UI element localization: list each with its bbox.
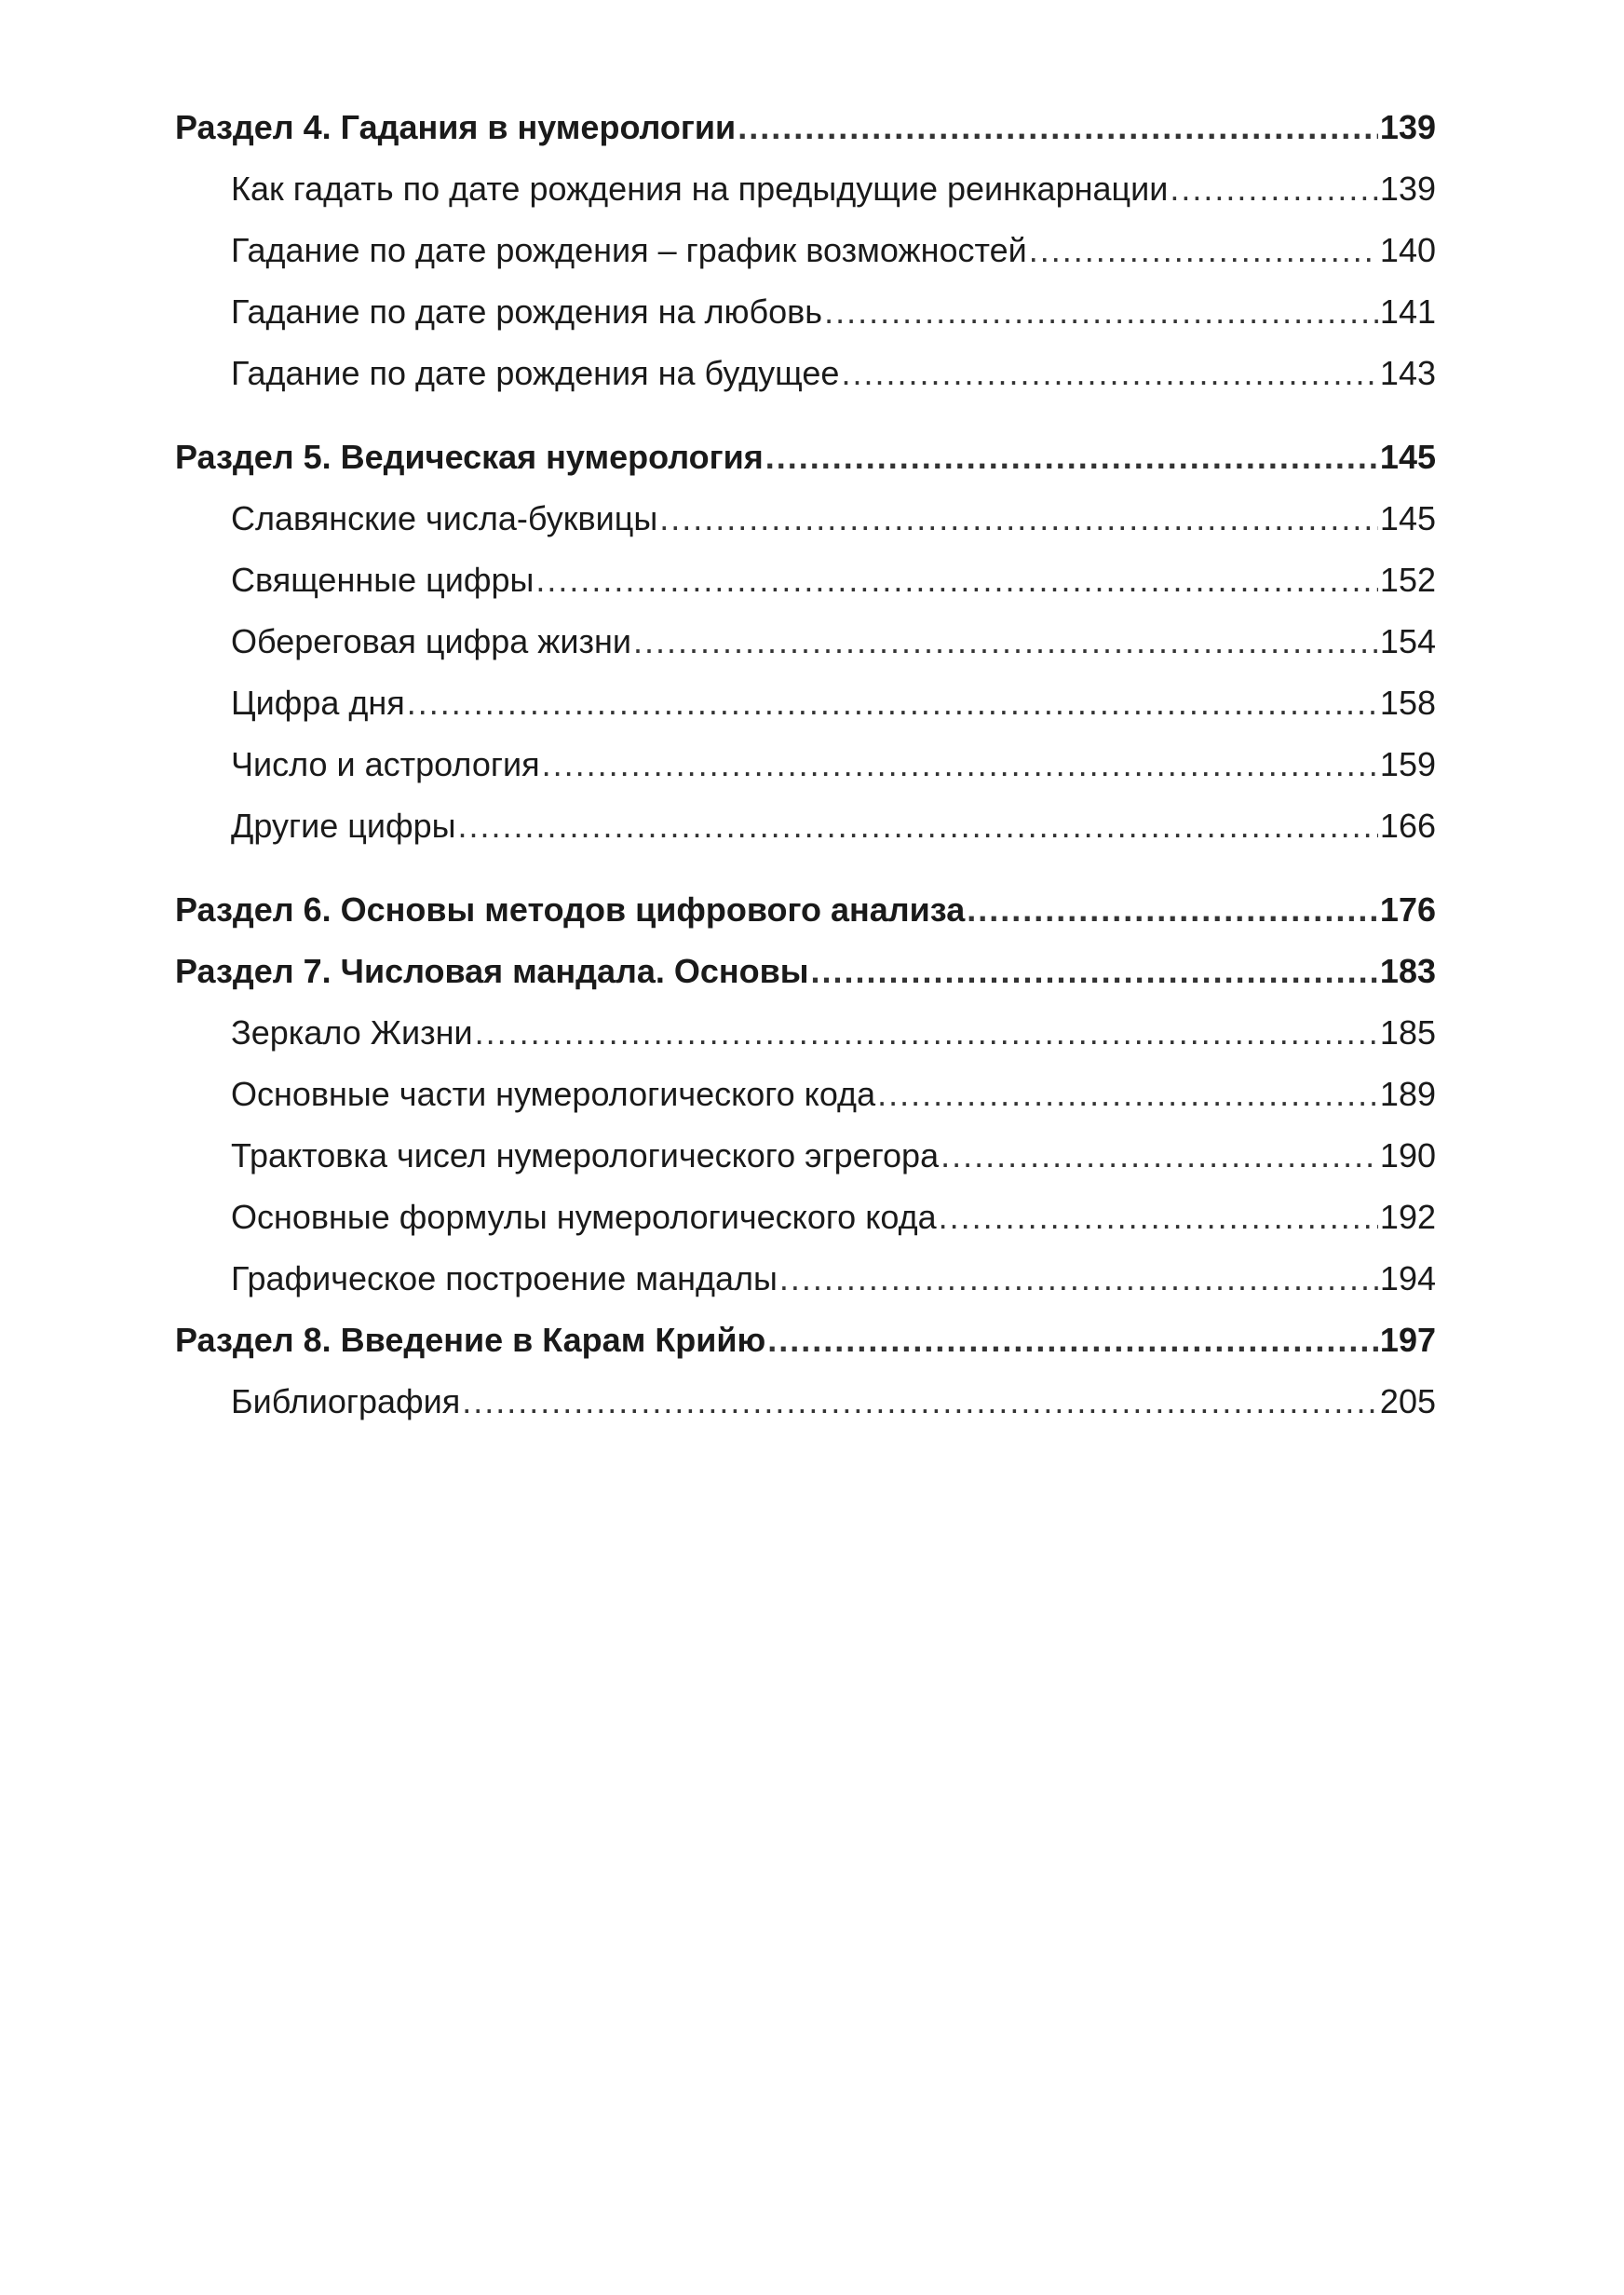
- toc-page-number: 143: [1379, 354, 1436, 392]
- toc-section-4: [175, 97, 1436, 158]
- toc-entry-title: Священные цифры: [231, 561, 535, 599]
- toc-entry-title: Библиография: [231, 1382, 461, 1420]
- toc-entry: [175, 672, 1436, 734]
- toc-section-title: Раздел 7. Числовая мандала. Основы: [175, 952, 809, 990]
- toc-section-title: Раздел 8. Введение в Карам Крийю: [175, 1321, 766, 1359]
- toc-page-number: 190: [1379, 1136, 1436, 1175]
- toc-page-number: 185: [1379, 1013, 1436, 1052]
- toc-entry-title: Основные формулы нумерологического кода: [231, 1198, 937, 1236]
- toc-leader-dots: [877, 1064, 1378, 1125]
- toc-entry: [175, 1125, 1436, 1187]
- toc-entry: [175, 1371, 1436, 1433]
- toc-leader-dots: [1170, 158, 1378, 220]
- section-spacer: [175, 857, 1436, 879]
- toc-section-5: [175, 427, 1436, 488]
- toc-leader-dots: [1029, 220, 1378, 281]
- toc-entry-title: Зеркало Жизни: [231, 1013, 473, 1052]
- toc-page-number: 158: [1379, 684, 1436, 722]
- toc-page-number: 176: [1379, 890, 1436, 929]
- toc-entry: [175, 220, 1436, 281]
- toc-entry-title: Цифра дня: [231, 684, 405, 722]
- toc-leader-dots: [824, 281, 1378, 343]
- toc-page-number: 152: [1379, 561, 1436, 599]
- toc-page-number: 154: [1379, 622, 1436, 660]
- toc-entry-title: Славянские числа-буквицы: [231, 499, 658, 537]
- toc-entry-title: Гадание по дате рождения на будущее: [231, 354, 840, 392]
- toc-page-number: 139: [1379, 170, 1436, 208]
- toc-entry-title: Число и астрология: [231, 745, 540, 783]
- toc-entry: [175, 611, 1436, 672]
- toc-page-number: 192: [1379, 1198, 1436, 1236]
- toc-page-number: 139: [1379, 108, 1436, 146]
- toc-page-number: 166: [1379, 807, 1436, 845]
- toc-page-number: 197: [1379, 1321, 1436, 1359]
- toc-entry: [175, 1187, 1436, 1248]
- toc-section-6: [175, 879, 1436, 941]
- toc-leader-dots: [475, 1002, 1378, 1064]
- toc-entry-title: Трактовка чисел нумерологического эгрегора: [231, 1136, 940, 1175]
- toc-leader-dots: [633, 611, 1378, 672]
- toc-page-number: 189: [1379, 1075, 1436, 1113]
- toc-leader-dots: [841, 343, 1377, 404]
- toc-leader-dots: [967, 879, 1378, 941]
- toc-entry: [175, 1064, 1436, 1125]
- toc-entry: [175, 158, 1436, 220]
- toc-leader-dots: [941, 1125, 1378, 1187]
- toc-leader-dots: [458, 795, 1378, 857]
- toc-section-8: [175, 1310, 1436, 1371]
- toc-entry-title: Графическое построение мандалы: [231, 1259, 778, 1297]
- toc-section-title: Раздел 4. Гадания в нумерологии: [175, 108, 737, 146]
- toc-entry-title: Гадание по дате рождения – график возможностей: [231, 231, 1027, 269]
- toc-page-number: 194: [1379, 1259, 1436, 1297]
- toc-leader-dots: [779, 1248, 1378, 1310]
- toc-section-7: [175, 941, 1436, 1002]
- toc-leader-dots: [659, 488, 1378, 550]
- toc-leader-dots: [535, 550, 1378, 611]
- toc-entry: [175, 550, 1436, 611]
- toc-leader-dots: [542, 734, 1378, 795]
- toc-leader-dots: [939, 1187, 1378, 1248]
- toc-page-number: 140: [1379, 231, 1436, 269]
- toc-leader-dots: [765, 427, 1378, 488]
- toc-section-title: Раздел 5. Ведическая нумерология: [175, 438, 764, 476]
- toc-page-number: 145: [1379, 499, 1436, 537]
- toc-page-number: 145: [1379, 438, 1436, 476]
- toc-entry: [175, 281, 1436, 343]
- toc-section-title: Раздел 6. Основы методов цифрового анализа: [175, 890, 966, 929]
- toc-entry-title: Основные части нумерологического кода: [231, 1075, 876, 1113]
- toc-entry-title: Другие цифры: [231, 807, 456, 845]
- toc-entry-title: Как гадать по дате рождения на предыдущие реинкарнации: [231, 170, 1169, 208]
- table-of-contents: [175, 97, 1436, 1433]
- toc-entry: [175, 1002, 1436, 1064]
- toc-leader-dots: [407, 672, 1378, 734]
- toc-page-number: 183: [1379, 952, 1436, 990]
- toc-entry-title: Гадание по дате рождения на любовь: [231, 292, 823, 331]
- toc-leader-dots: [462, 1371, 1378, 1433]
- toc-entry-title: Обереговая цифра жизни: [231, 622, 631, 660]
- toc-entry: [175, 1248, 1436, 1310]
- toc-page-number: 159: [1379, 745, 1436, 783]
- toc-page-number: 141: [1379, 292, 1436, 331]
- toc-entry: [175, 343, 1436, 404]
- toc-entry: [175, 734, 1436, 795]
- toc-entry: [175, 795, 1436, 857]
- toc-leader-dots: [811, 941, 1378, 1002]
- section-spacer: [175, 404, 1436, 427]
- toc-leader-dots: [738, 97, 1378, 158]
- toc-leader-dots: [767, 1310, 1378, 1371]
- toc-entry: [175, 488, 1436, 550]
- toc-page-number: 205: [1379, 1382, 1436, 1420]
